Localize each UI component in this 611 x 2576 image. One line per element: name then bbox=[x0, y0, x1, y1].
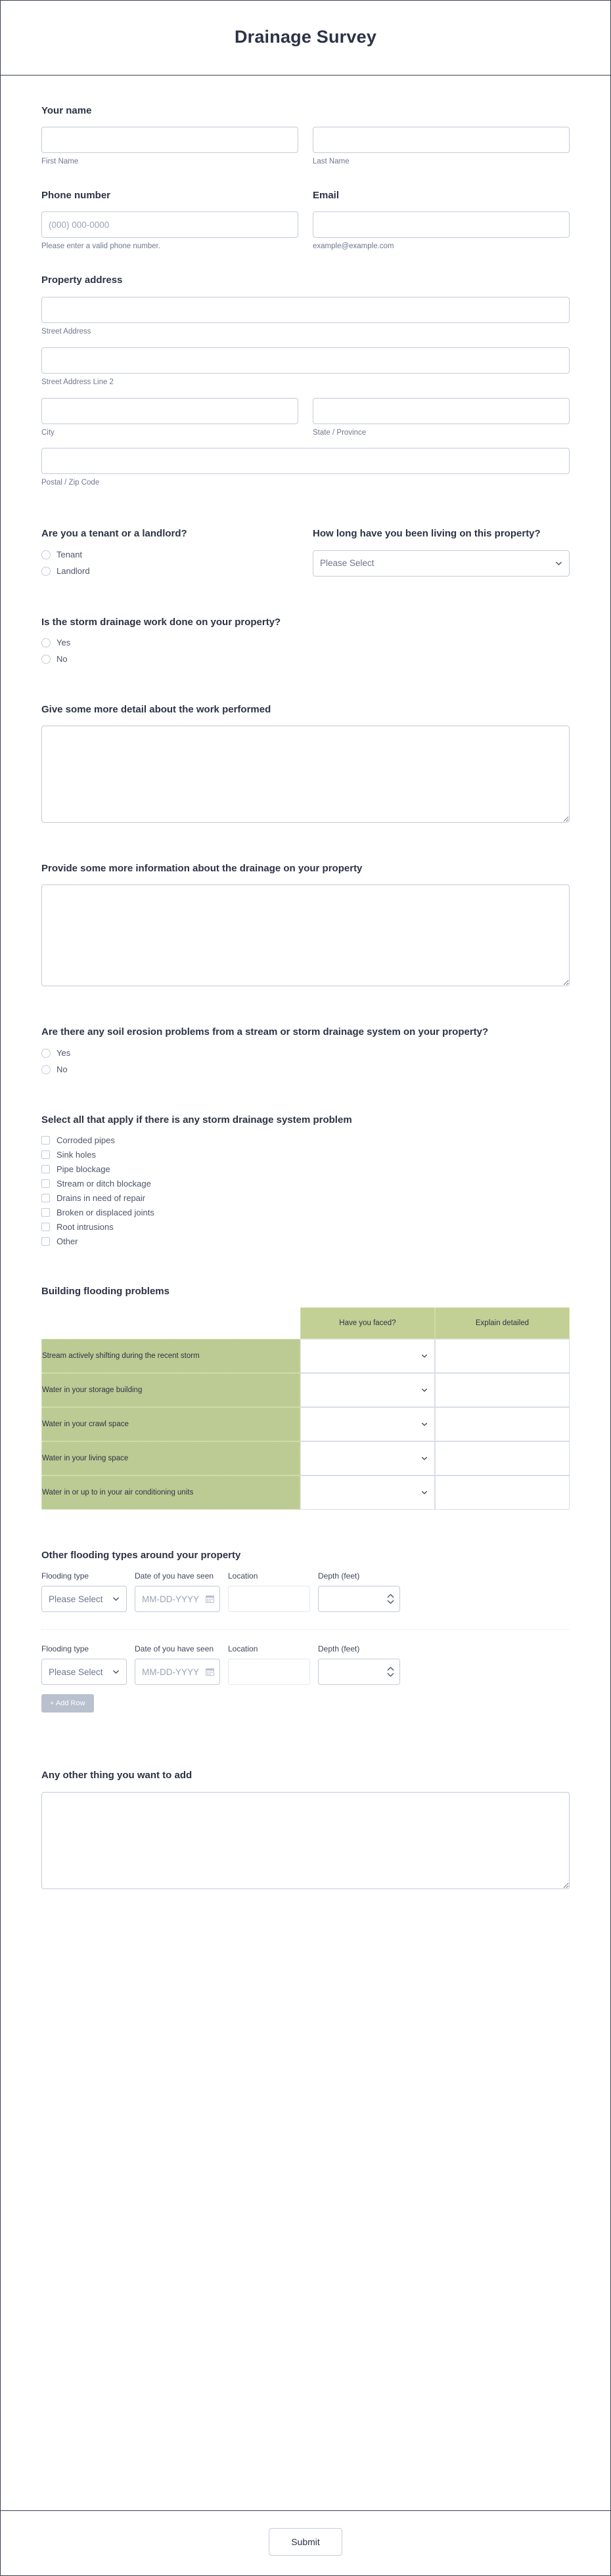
cell-have-you-faced[interactable] bbox=[300, 1373, 435, 1407]
field-soil-erosion bbox=[41, 1026, 570, 1074]
checkbox-square-icon[interactable] bbox=[41, 1165, 50, 1173]
field-work-detail bbox=[41, 703, 570, 823]
flooding-depth-input[interactable] bbox=[318, 1659, 400, 1685]
radio-label-storm-no: No bbox=[57, 654, 68, 665]
flooding-date-header: Date of you have seen bbox=[135, 1644, 214, 1654]
flooding-type-header: Flooding type bbox=[41, 1644, 89, 1654]
last-name-input[interactable] bbox=[313, 127, 570, 153]
postal-group bbox=[41, 448, 570, 488]
cell-have-you-faced[interactable] bbox=[300, 1339, 435, 1373]
flooding-type-select[interactable] bbox=[41, 1659, 127, 1685]
flooding-date-header: Date of you have seen bbox=[135, 1571, 214, 1581]
flooding-depth-group bbox=[318, 1644, 400, 1685]
checkbox-option-sink-holes[interactable] bbox=[41, 1150, 570, 1159]
radio-option-landlord[interactable] bbox=[41, 567, 298, 576]
other-flooding-label: Other flooding types around your property bbox=[41, 1550, 241, 1561]
checkbox-label: Drains in need of repair bbox=[57, 1192, 146, 1203]
page-title: Drainage Survey bbox=[234, 27, 377, 47]
flooding-depth-header: Depth (feet) bbox=[318, 1644, 360, 1654]
field-tenant-howlong bbox=[41, 527, 570, 576]
flooding-depth-input[interactable] bbox=[318, 1586, 400, 1612]
radio-option-erosion-yes[interactable] bbox=[41, 1049, 570, 1058]
checkbox-label: Pipe blockage bbox=[57, 1164, 110, 1174]
cell-explain-detailed[interactable] bbox=[435, 1407, 570, 1441]
city-input[interactable] bbox=[41, 398, 298, 424]
flooding-type-group bbox=[41, 1571, 127, 1612]
building-flooding-label: Building flooding problems bbox=[41, 1285, 170, 1297]
phone-label: Phone number bbox=[41, 190, 111, 202]
have-you-faced-select[interactable] bbox=[301, 1340, 434, 1372]
how-long-group bbox=[313, 527, 570, 576]
checkbox-option-other[interactable] bbox=[41, 1237, 570, 1246]
radio-label-erosion-yes: Yes bbox=[57, 1048, 71, 1059]
checkbox-option-corroded-pipes[interactable] bbox=[41, 1136, 570, 1145]
radio-circle-icon[interactable] bbox=[41, 567, 51, 576]
cell-have-you-faced[interactable] bbox=[300, 1475, 435, 1510]
explain-detailed-input[interactable] bbox=[436, 1442, 569, 1475]
table-row bbox=[41, 1441, 570, 1475]
form-footer bbox=[1, 2510, 610, 2575]
street-address-2-input[interactable] bbox=[41, 347, 570, 374]
flooding-location-group bbox=[228, 1644, 310, 1685]
how-long-select[interactable] bbox=[313, 550, 570, 577]
tenant-landlord-group bbox=[41, 527, 298, 576]
have-you-faced-select[interactable] bbox=[301, 1442, 434, 1475]
cell-explain-detailed[interactable] bbox=[435, 1441, 570, 1475]
flooding-depth-group bbox=[318, 1571, 400, 1612]
radio-circle-icon[interactable] bbox=[41, 1065, 51, 1074]
flooding-date-group bbox=[135, 1571, 220, 1612]
checkbox-square-icon[interactable] bbox=[41, 1237, 50, 1246]
radio-circle-icon[interactable] bbox=[41, 550, 51, 559]
other-flooding-rows bbox=[41, 1571, 570, 1713]
storm-work-label: Is the storm drainage work done on your property? bbox=[41, 616, 281, 628]
field-other-flooding bbox=[41, 1549, 570, 1713]
flooding-row bbox=[41, 1644, 570, 1688]
phone-sublabel: Please enter a valid phone number. bbox=[41, 242, 160, 251]
radio-option-storm-no[interactable] bbox=[41, 655, 570, 664]
flooding-type-header: Flooding type bbox=[41, 1571, 89, 1581]
checkbox-label: Sink holes bbox=[57, 1149, 96, 1160]
radio-label-tenant: Tenant bbox=[57, 550, 83, 560]
tenant-landlord-label: Are you a tenant or a landlord? bbox=[41, 528, 187, 540]
explain-detailed-input[interactable] bbox=[436, 1340, 569, 1372]
checkbox-square-icon[interactable] bbox=[41, 1136, 50, 1145]
explain-detailed-input[interactable] bbox=[436, 1374, 569, 1407]
cell-have-you-faced[interactable] bbox=[300, 1407, 435, 1441]
field-storm-work bbox=[41, 616, 570, 664]
radio-circle-icon[interactable] bbox=[41, 638, 51, 647]
state-province-sublabel: State / Province bbox=[313, 428, 367, 437]
flooding-row bbox=[41, 1571, 570, 1630]
checkbox-square-icon[interactable] bbox=[41, 1208, 50, 1217]
city-group bbox=[41, 398, 298, 438]
checkbox-option-drains-repair[interactable] bbox=[41, 1194, 570, 1202]
form-header bbox=[1, 1, 610, 76]
table-corner-cell bbox=[41, 1307, 300, 1339]
cell-explain-detailed[interactable] bbox=[435, 1373, 570, 1407]
work-detail-textarea[interactable] bbox=[41, 726, 570, 823]
form-body bbox=[1, 76, 610, 2510]
cell-explain-detailed[interactable] bbox=[435, 1339, 570, 1373]
row-label: Water in your living space bbox=[41, 1441, 300, 1475]
property-address-label: Property address bbox=[41, 274, 123, 286]
explain-detailed-input[interactable] bbox=[436, 1476, 569, 1509]
first-name-sublabel: First Name bbox=[41, 158, 79, 166]
have-you-faced-select[interactable] bbox=[301, 1408, 434, 1441]
row-label: Water in your crawl space bbox=[41, 1407, 300, 1441]
street-address-sublabel: Street Address bbox=[41, 327, 91, 336]
checkbox-label: Other bbox=[57, 1236, 78, 1246]
radio-circle-icon[interactable] bbox=[41, 1049, 51, 1058]
row-label: Stream actively shifting during the recent storm bbox=[41, 1339, 300, 1373]
checkbox-square-icon[interactable] bbox=[41, 1223, 50, 1231]
state-province-input[interactable] bbox=[313, 398, 570, 424]
submit-button[interactable]: Submit bbox=[269, 2528, 342, 2556]
checkbox-label: Corroded pipes bbox=[57, 1135, 115, 1145]
flooding-location-input[interactable] bbox=[228, 1586, 310, 1612]
table-row bbox=[41, 1475, 570, 1510]
table-row bbox=[41, 1339, 570, 1373]
street-address-2-group bbox=[41, 347, 570, 387]
radio-circle-icon[interactable] bbox=[41, 655, 51, 664]
radio-label-erosion-no: No bbox=[57, 1064, 68, 1075]
flooding-date-input[interactable] bbox=[135, 1659, 220, 1685]
checkbox-option-root-intrusions[interactable] bbox=[41, 1223, 570, 1231]
postal-zip-sublabel: Postal / Zip Code bbox=[41, 479, 100, 487]
last-name-sublabel: Last Name bbox=[313, 158, 350, 166]
phone-input[interactable] bbox=[41, 211, 298, 238]
checkbox-square-icon[interactable] bbox=[41, 1194, 50, 1202]
street-address-2-sublabel: Street Address Line 2 bbox=[41, 378, 114, 386]
flooding-location-header: Location bbox=[228, 1644, 258, 1654]
flooding-location-input[interactable] bbox=[228, 1659, 310, 1685]
radio-option-erosion-no[interactable] bbox=[41, 1065, 570, 1074]
explain-detailed-input[interactable] bbox=[436, 1408, 569, 1441]
column-header-have-you-faced: Have you faced? bbox=[300, 1307, 435, 1339]
have-you-faced-select[interactable] bbox=[301, 1374, 434, 1407]
field-phone-email bbox=[41, 189, 570, 251]
email-input[interactable] bbox=[313, 211, 570, 238]
flooding-depth-header: Depth (feet) bbox=[318, 1571, 360, 1581]
cell-explain-detailed[interactable] bbox=[435, 1475, 570, 1510]
field-your-name bbox=[41, 104, 570, 167]
street-address-input[interactable] bbox=[41, 297, 570, 323]
checkbox-label: Stream or ditch blockage bbox=[57, 1178, 151, 1189]
add-row-button[interactable]: + Add Row bbox=[41, 1694, 94, 1713]
city-sublabel: City bbox=[41, 428, 55, 437]
drainage-info-textarea[interactable] bbox=[41, 884, 570, 986]
radio-label-storm-yes: Yes bbox=[57, 638, 71, 648]
first-name-input[interactable] bbox=[41, 127, 298, 153]
radio-option-storm-yes[interactable] bbox=[41, 638, 570, 647]
flooding-location-group bbox=[228, 1571, 310, 1612]
other-notes-label: Any other thing you want to add bbox=[41, 1770, 192, 1781]
flooding-type-group bbox=[41, 1644, 127, 1685]
street-address-group bbox=[41, 297, 570, 337]
cell-have-you-faced[interactable] bbox=[300, 1441, 435, 1475]
postal-zip-input[interactable] bbox=[41, 448, 570, 474]
drainage-info-label: Provide some more information about the drainage on your property bbox=[41, 863, 363, 875]
first-name-group bbox=[41, 127, 298, 167]
building-flooding-table bbox=[41, 1307, 570, 1510]
your-name-label: Your name bbox=[41, 105, 92, 116]
field-property-address bbox=[41, 274, 570, 488]
flooding-date-group bbox=[135, 1644, 220, 1685]
field-other-notes bbox=[41, 1769, 570, 1888]
table-row bbox=[41, 1373, 570, 1407]
phone-group bbox=[41, 189, 298, 251]
other-notes-textarea[interactable] bbox=[41, 1792, 570, 1889]
checkbox-square-icon[interactable] bbox=[41, 1179, 50, 1188]
drainage-problems-label: Select all that apply if there is any storm drainage system problem bbox=[41, 1114, 352, 1125]
flooding-type-select[interactable] bbox=[41, 1586, 127, 1612]
checkbox-option-stream-ditch-blockage[interactable] bbox=[41, 1179, 570, 1188]
radio-option-tenant[interactable] bbox=[41, 550, 298, 559]
checkbox-label: Root intrusions bbox=[57, 1221, 114, 1232]
row-label: Water in your storage building bbox=[41, 1373, 300, 1407]
soil-erosion-label: Are there any soil erosion problems from a stream or storm drainage system on your property? bbox=[41, 1026, 489, 1038]
email-label: Email bbox=[313, 190, 340, 202]
checkbox-option-broken-joints[interactable] bbox=[41, 1208, 570, 1217]
field-building-flooding bbox=[41, 1285, 570, 1510]
how-long-label: How long have you been living on this property? bbox=[313, 528, 541, 540]
state-group bbox=[313, 398, 570, 438]
checkbox-label: Broken or displaced joints bbox=[57, 1207, 154, 1217]
column-header-explain-detailed: Explain detailed bbox=[435, 1307, 570, 1339]
row-label: Water in or up to in your air conditioning units bbox=[41, 1475, 300, 1510]
table-row bbox=[41, 1407, 570, 1441]
flooding-location-header: Location bbox=[228, 1571, 258, 1581]
checkbox-option-pipe-blockage[interactable] bbox=[41, 1165, 570, 1173]
table-header-row bbox=[41, 1307, 570, 1339]
work-detail-label: Give some more detail about the work performed bbox=[41, 703, 271, 715]
radio-label-landlord: Landlord bbox=[57, 566, 90, 577]
checkbox-square-icon[interactable] bbox=[41, 1150, 50, 1159]
field-drainage-info bbox=[41, 862, 570, 986]
field-drainage-problems bbox=[41, 1114, 570, 1246]
email-group bbox=[313, 189, 570, 251]
email-sublabel: example@example.com bbox=[313, 242, 394, 251]
have-you-faced-select[interactable] bbox=[301, 1476, 434, 1509]
flooding-date-input[interactable] bbox=[135, 1586, 220, 1612]
last-name-group bbox=[313, 127, 570, 167]
